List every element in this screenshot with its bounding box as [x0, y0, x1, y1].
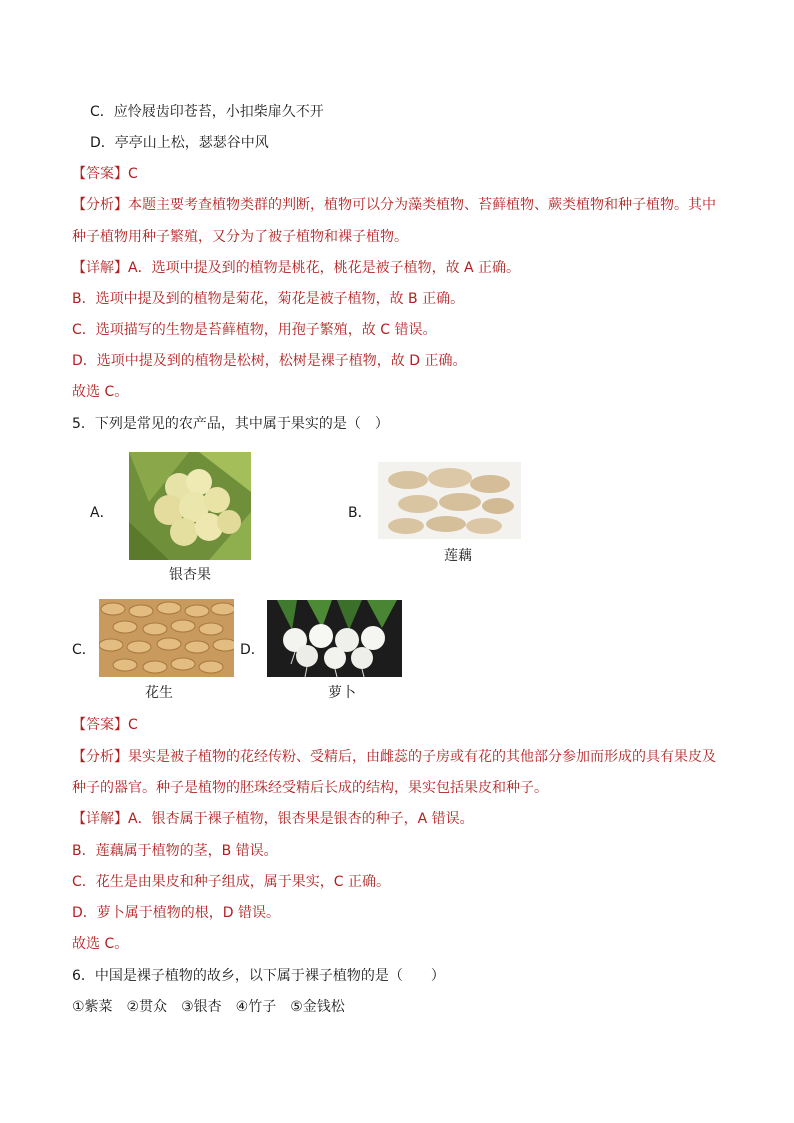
analysis-text: 果实是被子植物的花经传粉、受精后，由雌蕊的子房或有花的其他部分参加而形成的具有果皮及	[128, 749, 716, 765]
q5-detail-a	[72, 809, 474, 829]
q5-answer	[72, 715, 138, 735]
answer-tag: 【答案】	[72, 166, 128, 182]
detail-tag: 【详解】	[72, 260, 128, 276]
ginkgo-fruit-photo	[129, 452, 251, 560]
q5-analysis-line-1	[72, 747, 716, 767]
q5-detail-d: D．萝卜属于植物的根，D 错误。	[72, 905, 281, 921]
q5-option-d-label: D．	[240, 642, 265, 658]
q4-answer	[72, 164, 138, 184]
q4-analysis-line-2: 种子植物用种子繁殖，又分为了被子植物和裸子植物。	[72, 229, 408, 245]
q5-option-c-label: C．	[72, 642, 96, 658]
q4-option-d: D．亭亭山上松，瑟瑟谷中风	[90, 135, 269, 151]
q4-detail-a	[72, 258, 520, 278]
radish-photo	[267, 600, 402, 677]
lotus-root-photo	[378, 462, 521, 539]
q5-caption-b: 莲藕	[444, 548, 472, 564]
analysis-text: 本题主要考查植物类群的判断，植物可以分为藻类植物、苔藓植物、蕨类植物和种子植物。其中	[128, 197, 716, 213]
answer-value: C	[128, 166, 138, 182]
q5-analysis-line-2: 种子的器官。种子是植物的胚珠经受精后长成的结构，果实包括果皮和种子。	[72, 780, 548, 796]
q6-items: ①紫菜 ②贯众 ③银杏 ④竹子 ⑤金钱松	[72, 999, 345, 1015]
q5-detail-b: B．莲藕属于植物的茎，B 错误。	[72, 843, 278, 859]
q5-option-b-label: B．	[348, 505, 372, 521]
q5-caption-d: 萝卜	[328, 685, 356, 701]
q5-question: 5．下列是常见的农产品，其中属于果实的是（ ）	[72, 416, 389, 432]
q5-option-a-label: A．	[90, 505, 114, 521]
q4-analysis-line-1	[72, 195, 716, 215]
detail-tag: 【详解】	[72, 811, 128, 827]
q5-caption-c: 花生	[145, 685, 173, 701]
detail-text: A．选项中提及到的植物是桃花，桃花是被子植物，故 A 正确。	[128, 260, 521, 276]
q5-caption-a: 银杏果	[169, 567, 211, 583]
q4-detail-c: C．选项描写的生物是苔藓植物，用孢子繁殖，故 C 错误。	[72, 322, 437, 338]
q4-option-c: C．应怜屐齿印苍苔，小扣柴扉久不开	[90, 104, 324, 120]
detail-text: A．银杏属于裸子植物，银杏果是银杏的种子，A 错误。	[128, 811, 474, 827]
q4-conclusion: 故选 C。	[72, 384, 129, 400]
analysis-tag: 【分析】	[72, 749, 128, 765]
q5-conclusion: 故选 C。	[72, 936, 129, 952]
analysis-tag: 【分析】	[72, 197, 128, 213]
q5-detail-c: C．花生是由果皮和种子组成，属于果实，C 正确。	[72, 874, 390, 890]
answer-tag: 【答案】	[72, 717, 128, 733]
q4-detail-d: D．选项中提及到的植物是松树，松树是裸子植物，故 D 正确。	[72, 353, 467, 369]
q6-question: 6．中国是裸子植物的故乡，以下属于裸子植物的是（ ）	[72, 968, 445, 984]
peanut-photo	[99, 599, 234, 677]
q4-detail-b: B．选项中提及到的植物是菊花，菊花是被子植物，故 B 正确。	[72, 291, 465, 307]
answer-value: C	[128, 717, 138, 733]
